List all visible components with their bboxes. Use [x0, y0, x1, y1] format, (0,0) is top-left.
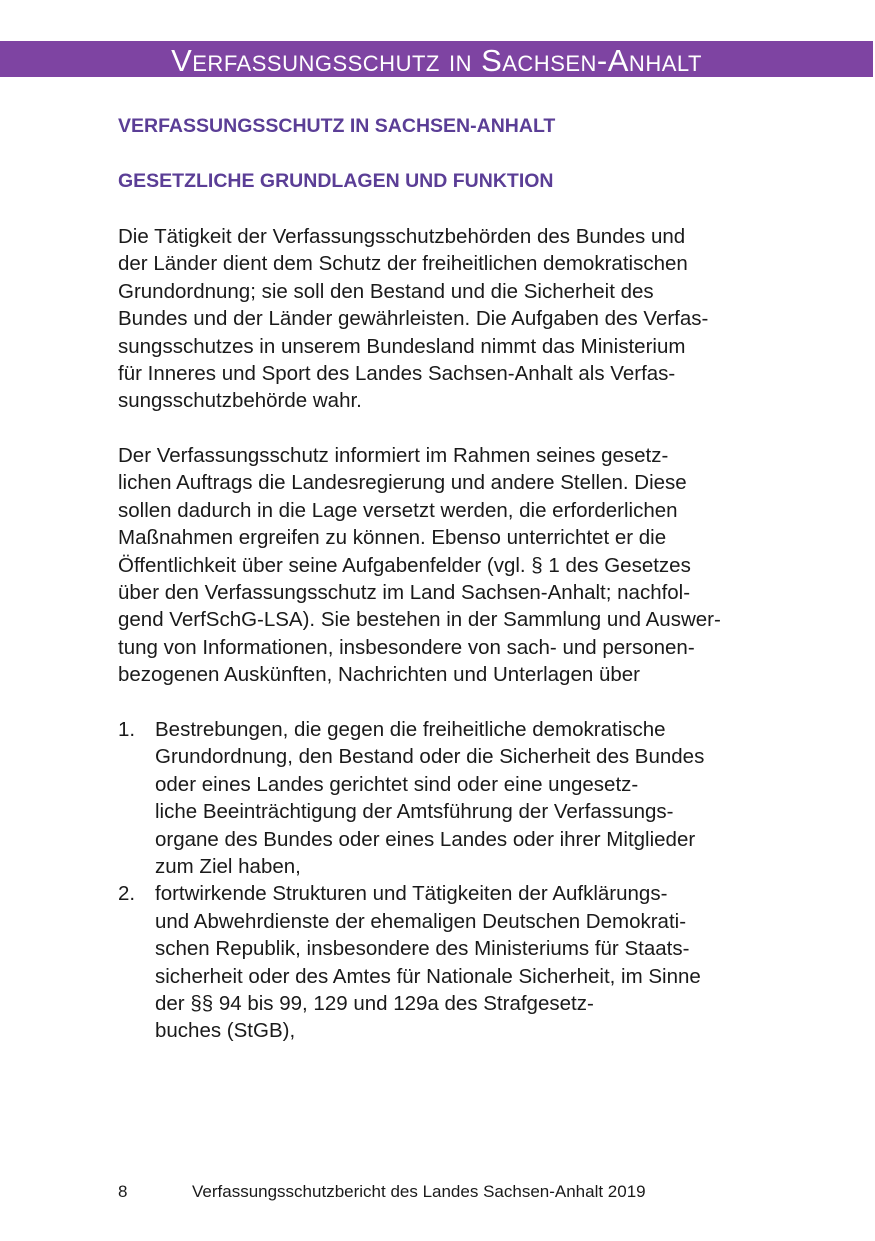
text-line: der Länder dient dem Schutz der freiheitlichen demokratischen: [118, 252, 688, 276]
list-number: 1.: [118, 718, 136, 741]
text-line: organe des Bundes oder eines Landes oder ihrer Mitglieder: [155, 827, 696, 851]
text-line: Der Verfassungsschutz informiert im Rahmen seines gesetz-: [118, 444, 669, 467]
text-line: sicherheit oder des Amtes für Nationale Sicherheit, im Sinne: [155, 964, 701, 988]
text-line: bezogenen Auskünften, Nachrichten und Unterlagen über: [118, 663, 640, 687]
page-number: 8: [118, 1182, 128, 1201]
list-number: 2.: [118, 882, 136, 906]
text-line: tung von Informationen, insbesondere von sach- und personen-: [118, 635, 695, 659]
text-line: schen Republik, insbesondere des Ministeriums für Staats-: [155, 937, 690, 961]
text-line: sollen dadurch in die Lage versetzt werden, die erforderlichen: [118, 498, 678, 522]
text-line: über den Verfassungsschutz im Land Sachsen-Anhalt; nachfol-: [118, 581, 691, 605]
text-line: lichen Auftrags die Landesregierung und andere Stellen. Diese: [118, 471, 687, 495]
footer-title: Verfassungsschutzbericht des Landes Sachsen-Anhalt 2019: [192, 1182, 646, 1201]
text-line: zum Ziel haben,: [155, 855, 301, 879]
numbered-list: [118, 716, 704, 1045]
paragraph-intro: [118, 223, 708, 415]
text-line: Grundordnung, den Bestand oder die Sicherheit des Bundes: [155, 745, 705, 769]
section-banner: [0, 41, 873, 77]
text-line: Die Tätigkeit der Verfassungsschutzbehörden des Bundes und: [118, 225, 686, 248]
paragraph-tasks: [118, 442, 721, 689]
sub-heading: GESETZLICHE GRUNDLAGEN UND FUNKTION: [118, 170, 554, 192]
text-line: der §§ 94 bis 99, 129 und 129a des Strafgesetz-: [155, 992, 594, 1016]
text-line: buches (StGB),: [155, 1019, 296, 1043]
text-line: Bundes und der Länder gewährleisten. Die Aufgaben des Verfas-: [118, 307, 709, 331]
text-line: für Inneres und Sport des Landes Sachsen-Anhalt als Verfas-: [118, 362, 676, 386]
text-line: gend VerfSchG-LSA). Sie bestehen in der Sammlung und Auswer-: [118, 608, 721, 632]
banner-title: Verfassungsschutz in Sachsen-Anhalt: [171, 43, 702, 78]
list-item: [118, 880, 704, 1044]
text-line: Maßnahmen ergreifen zu können. Ebenso unterrichtet er die: [118, 526, 667, 550]
text-line: und Abwehrdienste der ehemaligen Deutschen Demokrati-: [155, 909, 687, 933]
text-line: liche Beeinträchtigung der Amtsführung der Verfassungs-: [155, 800, 674, 824]
list-item: [118, 716, 704, 880]
text-line: Öffentlichkeit über seine Aufgabenfelder (vgl. § 1 des Gesetzes: [118, 553, 691, 577]
main-heading: VERFASSUNGSSCHUTZ IN SACHSEN-ANHALT: [118, 115, 556, 137]
text-line: Grundordnung; sie soll den Bestand und die Sicherheit des: [118, 279, 654, 303]
text-line: Bestrebungen, die gegen die freiheitliche demokratische: [155, 718, 666, 741]
text-line: sungsschutzes in unserem Bundesland nimmt das Ministerium: [118, 334, 686, 358]
text-line: oder eines Landes gerichtet sind oder eine ungesetz-: [155, 772, 639, 796]
text-line: sungsschutzbehörde wahr.: [118, 389, 362, 413]
text-line: fortwirkende Strukturen und Tätigkeiten der Aufklärungs-: [155, 882, 668, 906]
